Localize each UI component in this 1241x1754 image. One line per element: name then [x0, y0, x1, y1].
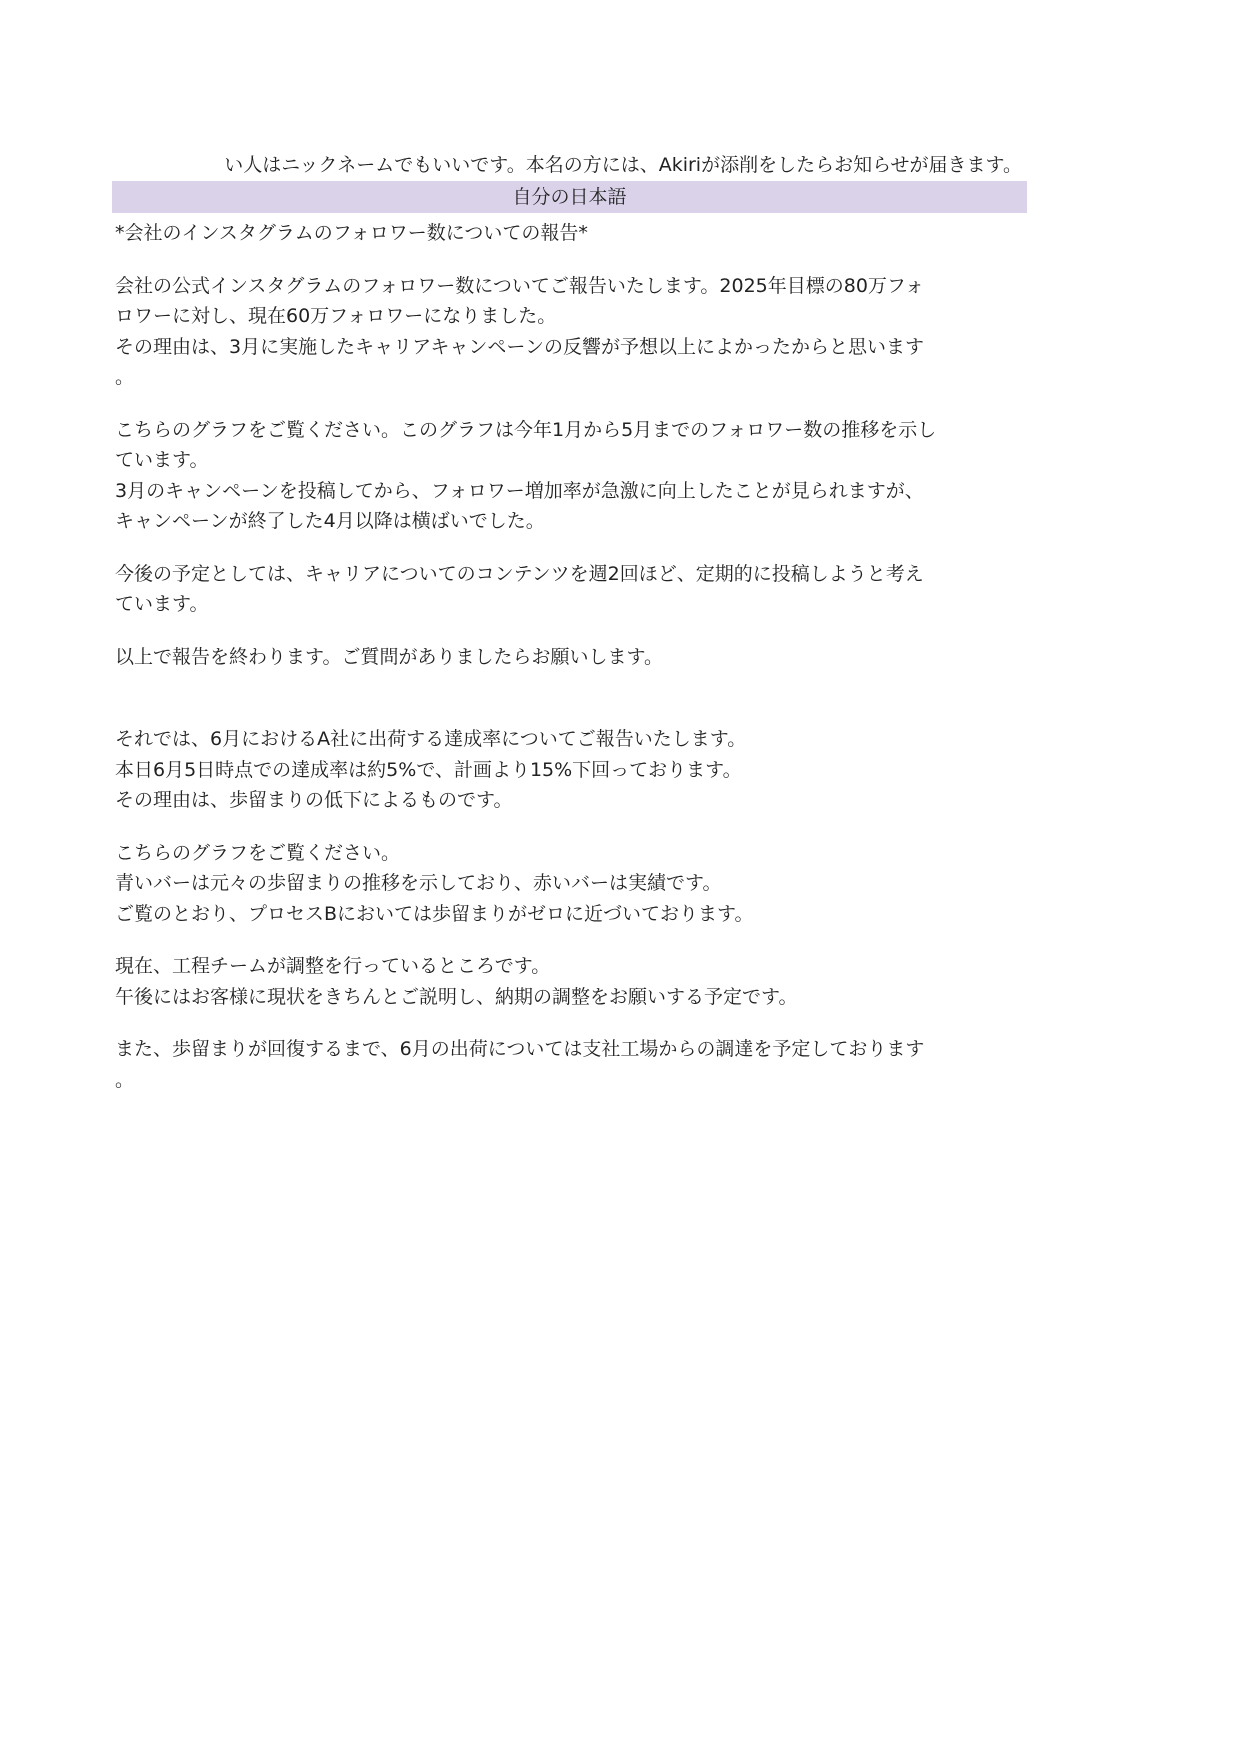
spacer [115, 672, 1020, 724]
notice-line [112, 150, 1032, 180]
spacer [115, 393, 1020, 415]
document-body [115, 218, 1020, 1095]
spacer [115, 537, 1020, 559]
paragraph-line: ロワーに対し、現在60万フォロワーになりました。 [115, 305, 557, 327]
paragraph-line: 会社の公式インスタグラムのフォロワー数についてご報告いたします。2025年目標の80万フォ [115, 274, 924, 297]
paragraph-line: 本日6月5日時点での達成率は約5%で、計画より15%下回っております。 [115, 758, 742, 781]
spacer [115, 1012, 1020, 1034]
paragraph-line: キャンペーンが終了した4月以降は横ばいでした。 [115, 510, 545, 532]
paragraph-line: 青いバーは元々の歩留まりの推移を示しており、赤いバーは実績です。 [115, 872, 722, 894]
paragraph-line: ご覧のとおり、プロセスBにおいては歩留まりがゼロに近づいております。 [115, 902, 754, 925]
paragraph-line: ています。 [115, 593, 209, 615]
notice-text: い人はニックネームでもいいです。本名の方には、Akiriが添削をしたらお知らせが届きます。 [224, 154, 1022, 176]
spacer [115, 620, 1020, 642]
paragraph-line: 現在、工程チームが調整を行っているところです。 [115, 955, 551, 977]
paragraph-line: 今後の予定としては、キャリアについてのコンテンツを週2回ほど、定期的に投稿しようと考え [115, 562, 924, 585]
paragraph-line: 以上で報告を終わります。ご質問がありましたらお願いします。 [115, 645, 663, 668]
report-title: *会社のインスタグラムのフォロワー数についての報告* [115, 222, 588, 244]
paragraph-line: 3月のキャンペーンを投稿してから、フォロワー増加率が急激に向上したことが見られますが、 [115, 479, 924, 502]
spacer [115, 249, 1020, 271]
spacer [115, 929, 1020, 951]
paragraph-line: こちらのグラフをご覧ください。 [115, 841, 401, 864]
paragraph-line: 午後にはお客様に現状をきちんとご説明し、納期の調整をお願いする予定です。 [115, 985, 798, 1008]
paragraph-line: その理由は、歩留まりの低下によるものです。 [115, 789, 513, 811]
paragraph-line: その理由は、3月に実施したキャリアキャンペーンの反響が予想以上によかったからと思います [115, 335, 924, 358]
paragraph-line: また、歩留まりが回復するまで、6月の出荷については支社工場からの調達を予定しております [115, 1038, 925, 1060]
section-header [112, 181, 1027, 213]
paragraph-line: 。 [115, 1068, 135, 1091]
spacer [115, 816, 1020, 838]
paragraph-line: 。 [115, 366, 135, 388]
paragraph-line: ています。 [115, 449, 209, 471]
paragraph-line: それでは、6月におけるA社に出荷する達成率についてご報告いたします。 [115, 728, 747, 750]
section-header-title: 自分の日本語 [512, 186, 627, 208]
paragraph-line: こちらのグラフをご覧ください。このグラフは今年1月から5月までのフォロワー数の推移を示し [115, 418, 937, 441]
